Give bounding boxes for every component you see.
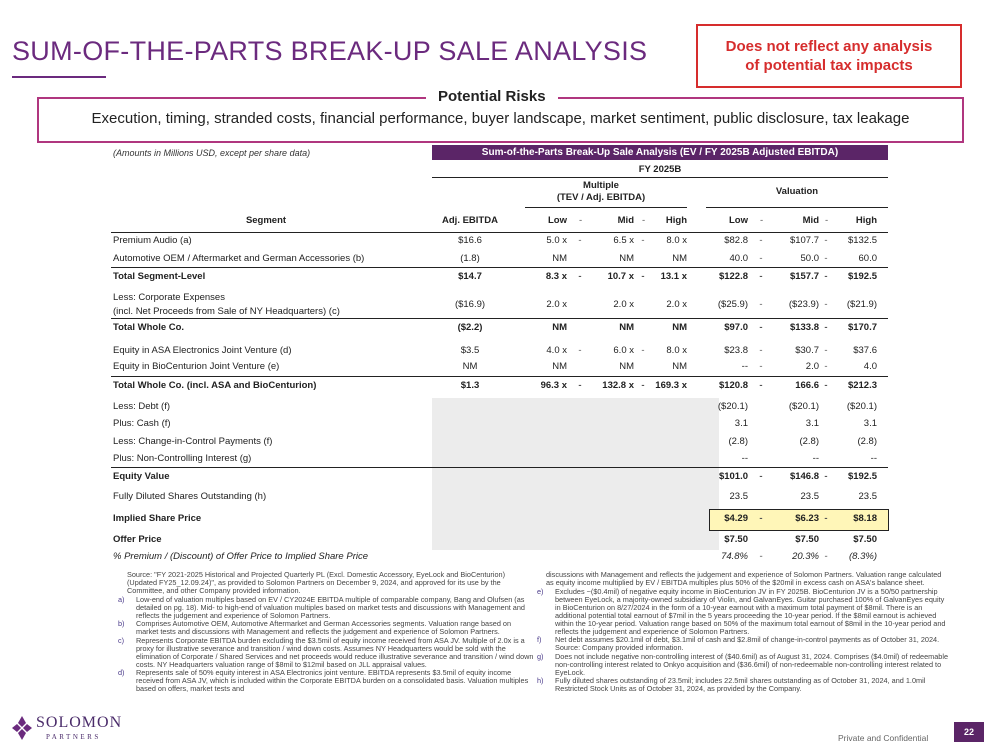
- cell-v-mid: 50.0: [800, 253, 819, 264]
- footnote-text: Net debt assumes $20.1mil of debt, $3.1mil of cash and $2.8mil of change-in-control payments as of October 31, 2024. Source: Company provided information.: [555, 635, 940, 652]
- cell-v-low: $101.0: [718, 471, 748, 482]
- col-header-dash: -: [579, 215, 583, 226]
- col-header-mult-mid: Mid: [617, 215, 634, 226]
- range-dash: -: [578, 345, 582, 356]
- range-dash: -: [759, 271, 763, 282]
- cell-v-high: ($21.9): [846, 299, 877, 310]
- range-dash: -: [759, 361, 763, 372]
- range-dash: -: [641, 271, 645, 282]
- range-dash: -: [824, 271, 828, 282]
- cell-v-mid: $133.8: [789, 322, 819, 333]
- table-row: [111, 267, 888, 285]
- footnote-text: Fully diluted shares outstanding of 23.5mil; includes 22.5mil shares outstanding as of October 31, 2024, and 1.0mil Restricted Stock Units as of October 31, 2024, as provided by the Company.: [555, 676, 926, 693]
- footnote-marker: e): [537, 586, 544, 596]
- cell-m-low: 8.3 x: [545, 271, 567, 282]
- valuation-group-rule: [706, 207, 888, 208]
- page-title: SUM-OF-THE-PARTS BREAK-UP SALE ANALYSIS: [12, 36, 648, 66]
- cell-m-low: 2.0 x: [546, 299, 567, 310]
- footnote-marker: d): [118, 668, 125, 677]
- range-dash: -: [824, 345, 828, 356]
- col-header-dash: -: [760, 215, 764, 226]
- table-row: [111, 534, 888, 548]
- col-header-dash: -: [642, 215, 646, 226]
- footnote: [118, 668, 534, 693]
- table-row: [111, 467, 888, 485]
- footnote: [118, 619, 534, 636]
- tax-note-line-1: Does not reflect any analysis: [725, 38, 933, 55]
- table-row: [111, 361, 888, 375]
- table-row: [111, 318, 888, 336]
- tax-disclaimer-box: [696, 24, 962, 88]
- cell-ebitda: NM: [462, 361, 478, 372]
- row-label: Premium Audio (a): [113, 235, 192, 246]
- range-dash: -: [641, 235, 645, 246]
- cell-m-high: 169.3 x: [655, 380, 687, 391]
- footnote-text: Low-end of valuation multiples based on EV / CY2024E EBITDA multiple of comparable company, Bang and Olufsen (as detailed on pg. 18). Mid- to high-end of valuation multiples based on market tests and discussions with Management and reflects the judgement and experience of Solomon Partners.: [136, 594, 525, 620]
- col-header-val-high: High: [855, 215, 877, 226]
- row-label: Plus: Non-Controlling Interest (g): [113, 453, 252, 464]
- range-dash: -: [641, 345, 645, 356]
- footnote-text: Excludes ~($0.4mil) of negative equity income in BioCenturion JV in FY 2025B. BioCenturion JV is a 50/50 partnership between EyeLock, a majority-owned subsidiary of Violin, and GalvanEyes. Guitar purchased 100% of GalvanEyes equity in BioCenturion on 8/27/2024 in the form of a 10-year earnout with a maximum total payment of $8mil. There is an additional potential total earnout of $7mil in the 5 years proceeding the 10-year period. If the $8mil earnout is achieved within the 10-year period. Valuation range based on 50% of the maximum total earnout of $8mil in the 10-year period and reflects the judgement and experience of Solomon Partners.: [555, 586, 946, 636]
- range-dash: -: [759, 299, 763, 310]
- row-label: Total Whole Co. (incl. ASA and BioCenturion): [113, 380, 317, 391]
- cell-m-low: NM: [552, 322, 567, 333]
- cell-v-mid: $146.8: [789, 471, 819, 482]
- cell-v-low: $122.8: [718, 271, 748, 282]
- row-label: Less: Change-in-Control Payments (f): [113, 436, 273, 447]
- table-row: [111, 418, 888, 432]
- col-header-val-mid: Mid: [802, 215, 819, 226]
- table-row: [111, 436, 888, 450]
- logo-subtitle: PARTNERS: [46, 733, 101, 741]
- row-label: Offer Price: [113, 534, 162, 545]
- multiple-group-rule: [525, 207, 687, 208]
- cell-v-high: $212.3: [847, 380, 877, 391]
- cell-v-low: $97.0: [724, 322, 748, 333]
- cell-v-low: --: [741, 453, 748, 464]
- multiple-label: Multiple: [583, 180, 619, 191]
- range-dash: -: [759, 551, 763, 562]
- row-label: Automotive OEM / Aftermarket and German Accessories (b): [113, 253, 365, 264]
- cell-v-high: ($20.1): [846, 401, 877, 412]
- footnote: [537, 586, 950, 636]
- table-row: [111, 292, 888, 320]
- cell-v-mid: 3.1: [805, 418, 819, 429]
- table-row: [111, 513, 888, 527]
- cell-v-high: --: [870, 453, 877, 464]
- footnote: [118, 594, 534, 620]
- cell-v-low: ($20.1): [717, 401, 748, 412]
- range-dash: -: [824, 253, 828, 264]
- col-header-ebitda: Adj. EBITDA: [442, 215, 498, 226]
- cell-v-high: $7.50: [853, 534, 877, 545]
- cell-m-low: 4.0 x: [546, 345, 567, 356]
- cell-v-low: $82.8: [724, 235, 748, 246]
- cell-v-high: 23.5: [858, 491, 877, 502]
- cell-v-high: 3.1: [863, 418, 877, 429]
- potential-risks-text: Execution, timing, stranded costs, financial performance, buyer landscape, market sentiment, public disclosure, tax leakage: [91, 110, 910, 127]
- range-dash: -: [824, 322, 828, 333]
- cell-m-high: 8.0 x: [666, 235, 687, 246]
- multiple-group-header: [521, 180, 681, 204]
- range-dash: -: [759, 471, 763, 482]
- cell-v-high: $192.5: [847, 471, 877, 482]
- table-row: [111, 551, 888, 565]
- cell-ebitda: $14.7: [458, 271, 482, 282]
- row-label: Equity in BioCenturion Joint Venture (e): [113, 361, 280, 372]
- cell-v-low: $7.50: [724, 534, 748, 545]
- cell-v-low: ($25.9): [717, 299, 748, 310]
- range-dash: -: [824, 551, 828, 562]
- amounts-note: (Amounts in Millions USD, except per share data): [113, 148, 311, 158]
- row-label: Less: Corporate Expenses: [113, 292, 225, 303]
- cell-v-low: 23.5: [729, 491, 748, 502]
- valuation-group-header: Valuation: [775, 186, 819, 197]
- cell-v-mid: $30.7: [795, 345, 819, 356]
- range-dash: -: [759, 253, 763, 264]
- cell-m-mid: 6.5 x: [613, 235, 634, 246]
- potential-risks-label: Potential Risks: [426, 88, 558, 105]
- cell-ebitda: (1.8): [460, 253, 480, 264]
- cell-m-mid: 10.7 x: [607, 271, 634, 282]
- cell-v-mid: 20.3%: [792, 551, 819, 562]
- cell-v-mid: 23.5: [800, 491, 819, 502]
- range-dash: -: [824, 361, 828, 372]
- cell-m-high: 8.0 x: [666, 345, 687, 356]
- cell-m-mid: 6.0 x: [613, 345, 634, 356]
- range-dash: -: [824, 513, 828, 524]
- range-dash: -: [578, 235, 582, 246]
- row-label: Implied Share Price: [113, 513, 202, 524]
- cell-m-mid: 2.0 x: [613, 299, 634, 310]
- footnote: [127, 571, 534, 595]
- col-header-val-low: Low: [729, 215, 748, 226]
- range-dash: -: [824, 299, 828, 310]
- cell-v-mid: $7.50: [795, 534, 819, 545]
- col-header-mult-high: High: [665, 215, 687, 226]
- cell-v-mid: --: [812, 453, 819, 464]
- cell-v-mid: 166.6: [795, 380, 819, 391]
- footnote-text: Represents sale of 50% equity interest in ASA Electronics joint venture. EBITDA represents $3.5mil of equity income received from ASA JV, which is included within the Corporate EBITDA burden on a consolidated basis. Valuation multiples based on offers, market tests and: [136, 668, 529, 693]
- cell-m-low: NM: [552, 361, 567, 372]
- range-dash: -: [759, 513, 763, 524]
- table-row: [111, 235, 888, 249]
- footnote: [118, 635, 534, 669]
- table-row: [111, 401, 888, 415]
- cell-v-high: 4.0: [863, 361, 877, 372]
- cell-m-low: 96.3 x: [540, 380, 567, 391]
- row-label: Less: Debt (f): [113, 401, 171, 412]
- footnote-marker: a): [118, 594, 125, 604]
- footnote-text: Does not include negative non-controlling interest of ($40.6mil) as of August 31, 2024. Comprises ($4.0mil) of redeemable non-controlling interest related to Onkyo acquisition and ($36.6mil) of non-redeemable non-controlling interest related to EyeLock.: [555, 651, 949, 677]
- multiple-sublabel: (TEV / Adj. EBITDA): [556, 192, 646, 203]
- footnotes-right: [537, 570, 950, 694]
- cell-v-high: (2.8): [857, 436, 877, 447]
- cell-m-high: 2.0 x: [666, 299, 687, 310]
- fiscal-year-label: FY 2025B: [638, 164, 682, 175]
- cell-v-mid: (2.8): [799, 436, 819, 447]
- range-dash: -: [759, 380, 763, 391]
- row-label: Equity Value: [113, 471, 170, 482]
- range-dash: -: [824, 471, 828, 482]
- cell-v-low: (2.8): [728, 436, 748, 447]
- footnote-text: Source: "FY 2021-2025 Historical and Projected Quarterly PL (Excl. Domestic Accessory, EyeLock and BioCenturion)(Updated FY25_12.09.24)", as provided to Solomon Partners on December 9, 2024, and approved for its use by the Committee, and other Company provided information.: [127, 570, 506, 595]
- confidentiality-label: Private and Confidential: [838, 733, 929, 743]
- footnote-text: Represents Corporate EBITDA burden excluding the $3.5mil of equity income received from ASA JV. Multiple of 2.0x is a proxy for illustrative severance and transition / wind down costs. Assumes NY Headquarters would be sold with the elimination of Corporate / Shared Services and net proceeds would reduce illustrative severance and transition / wind down costs. NY Headquarters valuation range of $8mil to $12mil based on JLL appraisal values.: [136, 635, 534, 669]
- footnote-marker: b): [118, 619, 125, 628]
- footnotes-left: [118, 570, 534, 694]
- cell-v-low: $120.8: [718, 380, 748, 391]
- col-header-dash: -: [825, 215, 829, 226]
- footnote-text: Comprises Automotive OEM, Automotive Aftermarket and German Accessories segments. Valuation range based on market tests and discussions with Management and reflects the judgement and experience of Solomon Partners.: [136, 619, 512, 636]
- cell-v-low: 40.0: [729, 253, 748, 264]
- cell-v-high: $8.18: [853, 513, 877, 524]
- cell-v-high: $192.5: [847, 271, 877, 282]
- fiscal-year-rule: [432, 177, 888, 178]
- cell-v-high: (8.3%): [849, 551, 877, 562]
- col-header-mult-low: Low: [548, 215, 567, 226]
- col-header-segment: Segment: [245, 215, 287, 226]
- cell-v-high: 60.0: [858, 253, 877, 264]
- range-dash: -: [824, 235, 828, 246]
- header-rule: [111, 232, 888, 233]
- cell-m-low: NM: [552, 253, 567, 264]
- table-row: [111, 453, 888, 467]
- footnote-marker: h): [537, 676, 544, 685]
- footnote: [546, 571, 950, 587]
- cell-v-mid: ($20.1): [788, 401, 819, 412]
- row-label: Total Whole Co.: [113, 322, 185, 333]
- cell-v-high: $37.6: [853, 345, 877, 356]
- row-label: Total Segment-Level: [113, 271, 206, 282]
- row-label: Plus: Cash (f): [113, 418, 171, 429]
- table-row: [111, 253, 888, 267]
- cell-m-mid: NM: [619, 361, 634, 372]
- cell-v-high: $132.5: [847, 235, 877, 246]
- cell-ebitda: ($2.2): [457, 322, 483, 333]
- cell-m-mid: NM: [619, 322, 634, 333]
- row-label: Fully Diluted Shares Outstanding (h): [113, 491, 267, 502]
- footnote-marker: f): [537, 635, 542, 644]
- range-dash: -: [578, 380, 582, 391]
- footnote: [537, 651, 950, 677]
- logo-wordmark: SOLOMON: [36, 714, 123, 731]
- cell-ebitda: $3.5: [460, 345, 480, 356]
- table-title: Sum-of-the-Parts Break-Up Sale Analysis (EV / FY 2025B Adjusted EBITDA): [432, 145, 888, 160]
- row-label: Equity in ASA Electronics Joint Venture (d): [113, 345, 292, 356]
- range-dash: -: [759, 235, 763, 246]
- cell-m-high: 13.1 x: [660, 271, 687, 282]
- page-number: 22: [954, 722, 984, 742]
- footnote-text: discussions with Management and reflects the judgement and experience of Solomon Partners. Valuation range calculated as equity income multiplied by EV / EBITDA multiples plus 50% of the $20mil in excess cash on ASA's balance sheet.: [546, 570, 942, 587]
- cell-v-low: $4.29: [724, 513, 748, 524]
- cell-ebitda: ($16.9): [454, 299, 486, 310]
- cell-m-low: 5.0 x: [546, 235, 567, 246]
- cell-ebitda: $16.6: [458, 235, 482, 246]
- cell-v-low: 3.1: [734, 418, 748, 429]
- cell-v-mid: ($23.9): [788, 299, 819, 310]
- tax-note-line-2: of potential tax impacts: [745, 57, 913, 74]
- cell-m-high: NM: [672, 361, 687, 372]
- row-label: % Premium / (Discount) of Offer Price to Implied Share Price: [113, 551, 368, 562]
- cell-m-mid: 132.8 x: [602, 380, 634, 391]
- table-row: [111, 491, 888, 505]
- footnote-marker: c): [118, 635, 125, 645]
- cell-ebitda: $1.3: [460, 380, 480, 391]
- cell-v-high: $170.7: [847, 322, 877, 333]
- footnote-marker: g): [537, 651, 544, 661]
- range-dash: -: [759, 322, 763, 333]
- cell-v-low: $23.8: [724, 345, 748, 356]
- cell-v-mid: 2.0: [805, 361, 819, 372]
- cell-m-high: NM: [672, 322, 687, 333]
- table-row: [111, 345, 888, 359]
- cell-v-low: --: [741, 361, 748, 372]
- range-dash: -: [759, 345, 763, 356]
- cell-v-mid: $107.7: [789, 235, 819, 246]
- cell-v-mid: $6.23: [795, 513, 819, 524]
- footnote: [537, 635, 950, 652]
- cell-m-high: NM: [672, 253, 687, 264]
- row-label-continued: (incl. Net Proceeds from Sale of NY Headquarters) (c): [113, 306, 340, 317]
- title-underline: [12, 76, 106, 78]
- table-row: [111, 376, 888, 394]
- range-dash: -: [641, 380, 645, 391]
- range-dash: -: [578, 271, 582, 282]
- cell-m-mid: NM: [619, 253, 634, 264]
- range-dash: -: [824, 380, 828, 391]
- cell-v-low: 74.8%: [721, 551, 748, 562]
- cell-v-mid: $157.7: [789, 271, 819, 282]
- footnote: [537, 676, 950, 693]
